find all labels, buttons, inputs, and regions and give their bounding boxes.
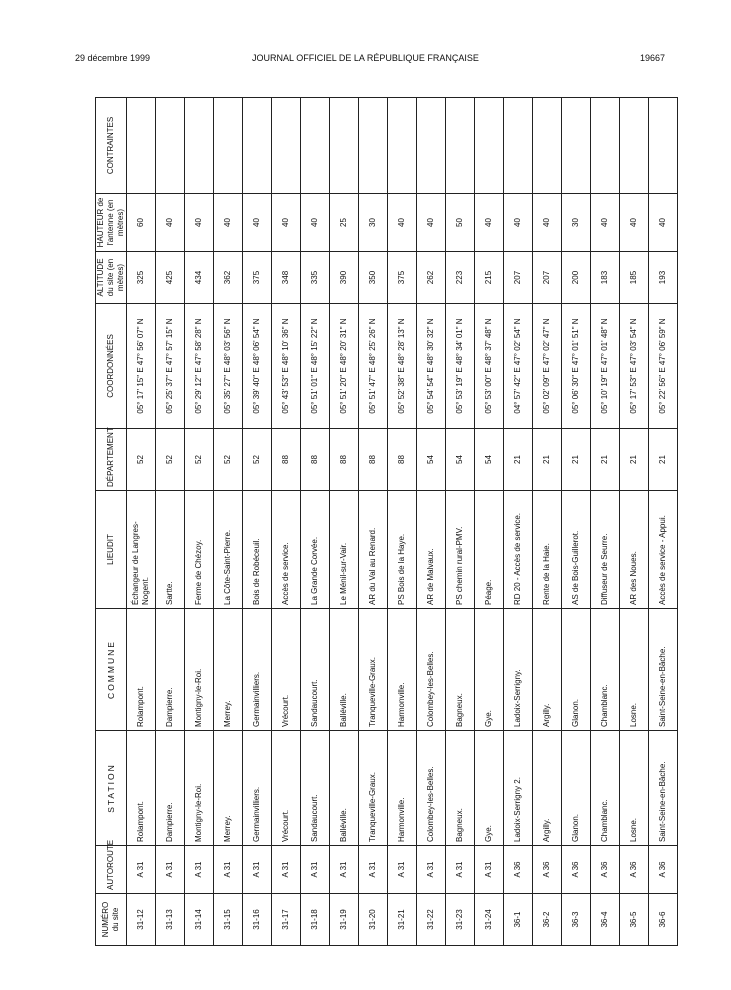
table-row xyxy=(388,98,417,946)
cell-departement: 88 xyxy=(330,429,359,491)
cell-numero: 31-16 xyxy=(243,894,272,946)
cell-autoroute: A 31 xyxy=(272,846,301,894)
cell-departement: 52 xyxy=(127,429,156,491)
cell-station: Harmonville. xyxy=(388,731,417,846)
cell-commune: Chamblanc. xyxy=(591,609,620,731)
cell-coordonnees: 05° 51' 01" E 48° 15' 22" N xyxy=(301,304,330,429)
cell-contraintes xyxy=(562,98,591,194)
cell-hauteur: 40 xyxy=(620,194,649,252)
cell-numero: 31-22 xyxy=(417,894,446,946)
cell-contraintes xyxy=(620,98,649,194)
cell-station: Sandaucourt. xyxy=(301,731,330,846)
table-row xyxy=(185,98,214,946)
cell-departement: 88 xyxy=(388,429,417,491)
cell-commune: Gye. xyxy=(475,609,504,731)
cell-coordonnees: 05° 25' 37" E 47° 57' 15" N xyxy=(156,304,185,429)
cell-station: Gye. xyxy=(475,731,504,846)
cell-autoroute: A 31 xyxy=(127,846,156,894)
cell-autoroute: A 31 xyxy=(417,846,446,894)
cell-lieudit: AR du Val au Renard. xyxy=(359,491,388,609)
stations-table xyxy=(95,97,678,946)
cell-hauteur: 40 xyxy=(533,194,562,252)
cell-coordonnees: 05° 10' 19" E 47° 01' 48" N xyxy=(591,304,620,429)
cell-station: Ladoix-Serrigny 2. xyxy=(504,731,533,846)
cell-station: Saint-Seine-en-Bâche. xyxy=(649,731,678,846)
cell-departement: 52 xyxy=(243,429,272,491)
cell-hauteur: 40 xyxy=(243,194,272,252)
cell-commune: Argilly. xyxy=(533,609,562,731)
cell-lieudit: Sartte. xyxy=(156,491,185,609)
cell-departement: 21 xyxy=(533,429,562,491)
cell-lieudit: Rente de la Haie. xyxy=(533,491,562,609)
cell-hauteur: 40 xyxy=(272,194,301,252)
cell-contraintes xyxy=(185,98,214,194)
cell-lieudit: Accès de service. xyxy=(272,491,301,609)
cell-station: Merrey. xyxy=(214,731,243,846)
cell-altitude: 375 xyxy=(243,252,272,304)
cell-station: Glanon. xyxy=(562,731,591,846)
rotated-page xyxy=(95,98,667,946)
col-contraintes: CONTRAINTES xyxy=(96,98,127,194)
cell-coordonnees: 05° 17' 53" E 47° 03' 54" N xyxy=(620,304,649,429)
cell-coordonnees: 04° 57' 42" E 47° 02' 54" N xyxy=(504,304,533,429)
cell-contraintes xyxy=(330,98,359,194)
cell-station: Vrécourt. xyxy=(272,731,301,846)
cell-departement: 52 xyxy=(156,429,185,491)
table-row xyxy=(504,98,533,946)
cell-coordonnees: 05° 17' 15" E 47° 56' 07" N xyxy=(127,304,156,429)
cell-numero: 31-24 xyxy=(475,894,504,946)
cell-numero: 36-6 xyxy=(649,894,678,946)
cell-hauteur: 40 xyxy=(504,194,533,252)
cell-contraintes xyxy=(504,98,533,194)
table-row xyxy=(533,98,562,946)
cell-departement: 54 xyxy=(417,429,446,491)
cell-station: Tranqueville-Graux. xyxy=(359,731,388,846)
journal-title: JOURNAL OFFICIEL DE LA RÉPUBLIQUE FRANÇAISE xyxy=(252,53,479,63)
cell-altitude: 362 xyxy=(214,252,243,304)
cell-autoroute: A 31 xyxy=(301,846,330,894)
cell-altitude: 262 xyxy=(417,252,446,304)
cell-numero: 31-23 xyxy=(446,894,475,946)
cell-autoroute: A 31 xyxy=(330,846,359,894)
cell-hauteur: 30 xyxy=(359,194,388,252)
cell-station: Colombey-les-Belles. xyxy=(417,731,446,846)
cell-station: Chamblanc. xyxy=(591,731,620,846)
page-number: 19667 xyxy=(639,53,665,63)
table-row xyxy=(156,98,185,946)
cell-hauteur: 30 xyxy=(562,194,591,252)
cell-hauteur: 40 xyxy=(156,194,185,252)
cell-contraintes xyxy=(127,98,156,194)
col-lieudit: LIEUDIT xyxy=(96,491,127,609)
cell-station: Montigny-le-Roi. xyxy=(185,731,214,846)
cell-departement: 21 xyxy=(649,429,678,491)
cell-commune: Balléville. xyxy=(330,609,359,731)
cell-numero: 31-14 xyxy=(185,894,214,946)
cell-altitude: 207 xyxy=(533,252,562,304)
cell-departement: 52 xyxy=(185,429,214,491)
cell-altitude: 207 xyxy=(504,252,533,304)
cell-commune: Dampierre. xyxy=(156,609,185,731)
cell-lieudit: RD 20 - Accès de service. xyxy=(504,491,533,609)
cell-autoroute: A 31 xyxy=(156,846,185,894)
cell-hauteur: 50 xyxy=(446,194,475,252)
cell-lieudit: PS Bois de la Haye. xyxy=(388,491,417,609)
cell-coordonnees: 05° 39' 40" E 48° 06' 54" N xyxy=(243,304,272,429)
col-autoroute: AUTOROUTE xyxy=(96,846,127,894)
cell-lieudit: Ferme de Chézoy. xyxy=(185,491,214,609)
cell-commune: Germainvilliers. xyxy=(243,609,272,731)
cell-altitude: 390 xyxy=(330,252,359,304)
cell-lieudit: AS de Bois-Guillerot. xyxy=(562,491,591,609)
cell-numero: 36-2 xyxy=(533,894,562,946)
cell-hauteur: 40 xyxy=(475,194,504,252)
cell-altitude: 185 xyxy=(620,252,649,304)
cell-altitude: 223 xyxy=(446,252,475,304)
cell-lieudit: AR des Noues. xyxy=(620,491,649,609)
cell-numero: 31-17 xyxy=(272,894,301,946)
cell-departement: 52 xyxy=(214,429,243,491)
cell-contraintes xyxy=(649,98,678,194)
cell-coordonnees: 05° 51' 47" E 48° 25' 26" N xyxy=(359,304,388,429)
cell-contraintes xyxy=(533,98,562,194)
cell-autoroute: A 31 xyxy=(243,846,272,894)
cell-hauteur: 40 xyxy=(591,194,620,252)
cell-autoroute: A 31 xyxy=(388,846,417,894)
cell-autoroute: A 31 xyxy=(214,846,243,894)
col-commune: COMMUNE xyxy=(96,609,127,731)
cell-commune: Harmonville. xyxy=(388,609,417,731)
cell-commune: Rolampont. xyxy=(127,609,156,731)
cell-hauteur: 40 xyxy=(649,194,678,252)
cell-commune: Tranqueville-Graux. xyxy=(359,609,388,731)
table-row xyxy=(330,98,359,946)
cell-numero: 31-15 xyxy=(214,894,243,946)
cell-station: Bagneux. xyxy=(446,731,475,846)
cell-numero: 36-1 xyxy=(504,894,533,946)
cell-commune: Ladoix-Serrigny. xyxy=(504,609,533,731)
cell-autoroute: A 31 xyxy=(185,846,214,894)
cell-commune: Vrécourt. xyxy=(272,609,301,731)
cell-autoroute: A 36 xyxy=(649,846,678,894)
col-hauteur: HAUTEUR de l'antenne (en mètres) xyxy=(96,194,127,252)
cell-numero: 31-19 xyxy=(330,894,359,946)
cell-station: Rolampont. xyxy=(127,731,156,846)
cell-lieudit: Bois de Robéceuil. xyxy=(243,491,272,609)
cell-coordonnees: 05° 22' 56" E 47° 06' 59" N xyxy=(649,304,678,429)
cell-contraintes xyxy=(243,98,272,194)
cell-altitude: 335 xyxy=(301,252,330,304)
cell-altitude: 325 xyxy=(127,252,156,304)
cell-departement: 21 xyxy=(591,429,620,491)
header-date: 29 décembre 1999 xyxy=(75,53,151,63)
cell-commune: Losne. xyxy=(620,609,649,731)
cell-contraintes xyxy=(359,98,388,194)
cell-altitude: 348 xyxy=(272,252,301,304)
cell-departement: 54 xyxy=(475,429,504,491)
col-station: STATION xyxy=(96,731,127,846)
cell-coordonnees: 05° 53' 00" E 48° 37' 48" N xyxy=(475,304,504,429)
cell-altitude: 215 xyxy=(475,252,504,304)
cell-commune: Bagneux. xyxy=(446,609,475,731)
table-row xyxy=(620,98,649,946)
cell-lieudit: Péage. xyxy=(475,491,504,609)
table-row xyxy=(127,98,156,946)
cell-numero: 36-4 xyxy=(591,894,620,946)
table-row xyxy=(272,98,301,946)
table-row xyxy=(446,98,475,946)
cell-lieudit: Le Ménil-sur-Vair. xyxy=(330,491,359,609)
cell-coordonnees: 05° 35' 27" E 48° 03' 56" N xyxy=(214,304,243,429)
table-header-row xyxy=(96,98,127,946)
cell-numero: 31-20 xyxy=(359,894,388,946)
cell-altitude: 193 xyxy=(649,252,678,304)
cell-autoroute: A 31 xyxy=(475,846,504,894)
cell-altitude: 375 xyxy=(388,252,417,304)
cell-contraintes xyxy=(214,98,243,194)
cell-lieudit: AR de Malvaux. xyxy=(417,491,446,609)
cell-hauteur: 40 xyxy=(388,194,417,252)
cell-lieudit: La Côte-Saint-Pierre. xyxy=(214,491,243,609)
cell-contraintes xyxy=(475,98,504,194)
cell-numero: 36-5 xyxy=(620,894,649,946)
table-row xyxy=(475,98,504,946)
cell-hauteur: 40 xyxy=(301,194,330,252)
table-row xyxy=(417,98,446,946)
cell-autoroute: A 36 xyxy=(504,846,533,894)
cell-contraintes xyxy=(417,98,446,194)
cell-coordonnees: 05° 29' 12" E 47° 58' 28" N xyxy=(185,304,214,429)
cell-altitude: 434 xyxy=(185,252,214,304)
cell-lieudit: Accès de service - Appui. xyxy=(649,491,678,609)
cell-numero: 31-12 xyxy=(127,894,156,946)
cell-contraintes xyxy=(272,98,301,194)
cell-hauteur: 60 xyxy=(127,194,156,252)
cell-autoroute: A 31 xyxy=(359,846,388,894)
cell-numero: 31-18 xyxy=(301,894,330,946)
cell-coordonnees: 05° 51' 20" E 48° 20' 31" N xyxy=(330,304,359,429)
table-row xyxy=(649,98,678,946)
cell-station: Argilly. xyxy=(533,731,562,846)
cell-commune: Montigny-le-Roi. xyxy=(185,609,214,731)
cell-departement: 54 xyxy=(446,429,475,491)
cell-station: Germainvilliers. xyxy=(243,731,272,846)
cell-coordonnees: 05° 43' 53" E 48° 10' 36" N xyxy=(272,304,301,429)
cell-altitude: 425 xyxy=(156,252,185,304)
cell-station: Balléville. xyxy=(330,731,359,846)
cell-commune: Sandaucourt. xyxy=(301,609,330,731)
col-numero: NUMÉRO du site xyxy=(96,894,127,946)
cell-hauteur: 40 xyxy=(185,194,214,252)
cell-contraintes xyxy=(156,98,185,194)
col-coordonnees: COORDONNÉES xyxy=(96,304,127,429)
cell-hauteur: 25 xyxy=(330,194,359,252)
cell-contraintes xyxy=(591,98,620,194)
cell-coordonnees: 05° 06' 30" E 47° 01' 51" N xyxy=(562,304,591,429)
cell-numero: 36-3 xyxy=(562,894,591,946)
cell-autoroute: A 36 xyxy=(562,846,591,894)
cell-departement: 21 xyxy=(504,429,533,491)
cell-autoroute: A 36 xyxy=(533,846,562,894)
cell-coordonnees: 05° 52' 38" E 48° 28' 13" N xyxy=(388,304,417,429)
table-row xyxy=(214,98,243,946)
cell-hauteur: 40 xyxy=(417,194,446,252)
cell-coordonnees: 05° 54' 54" E 48° 30' 32" N xyxy=(417,304,446,429)
cell-lieudit: Diffuseur de Seurre. xyxy=(591,491,620,609)
cell-departement: 88 xyxy=(301,429,330,491)
table-row xyxy=(243,98,272,946)
table-container xyxy=(95,98,667,946)
table-row xyxy=(562,98,591,946)
cell-departement: 21 xyxy=(562,429,591,491)
cell-contraintes xyxy=(446,98,475,194)
cell-lieudit: La Grande Corvée. xyxy=(301,491,330,609)
cell-contraintes xyxy=(301,98,330,194)
cell-commune: Glanon. xyxy=(562,609,591,731)
cell-coordonnees: 05° 02' 09" E 47° 02' 47" N xyxy=(533,304,562,429)
cell-coordonnees: 05° 53' 19" E 48° 34' 01" N xyxy=(446,304,475,429)
cell-numero: 31-21 xyxy=(388,894,417,946)
col-departement: DÉPARTEMENT xyxy=(96,429,127,491)
cell-station: Dampierre. xyxy=(156,731,185,846)
cell-hauteur: 40 xyxy=(214,194,243,252)
cell-autoroute: A 31 xyxy=(446,846,475,894)
cell-commune: Saint-Seine-en-Bâche. xyxy=(649,609,678,731)
table-row xyxy=(591,98,620,946)
cell-altitude: 200 xyxy=(562,252,591,304)
cell-station: Losne. xyxy=(620,731,649,846)
cell-contraintes xyxy=(388,98,417,194)
table-row xyxy=(359,98,388,946)
cell-numero: 31-13 xyxy=(156,894,185,946)
cell-lieudit: PS chemin rural-PMV. xyxy=(446,491,475,609)
cell-commune: Merrey. xyxy=(214,609,243,731)
cell-altitude: 183 xyxy=(591,252,620,304)
cell-autoroute: A 36 xyxy=(620,846,649,894)
cell-departement: 21 xyxy=(620,429,649,491)
table-row xyxy=(301,98,330,946)
cell-lieudit: Échangeur de Langres-Nogent. xyxy=(127,491,156,609)
cell-departement: 88 xyxy=(359,429,388,491)
cell-commune: Colombey-les-Belles. xyxy=(417,609,446,731)
col-altitude: ALTITUDE du site (en mètres) xyxy=(96,252,127,304)
cell-altitude: 350 xyxy=(359,252,388,304)
cell-departement: 88 xyxy=(272,429,301,491)
cell-autoroute: A 36 xyxy=(591,846,620,894)
